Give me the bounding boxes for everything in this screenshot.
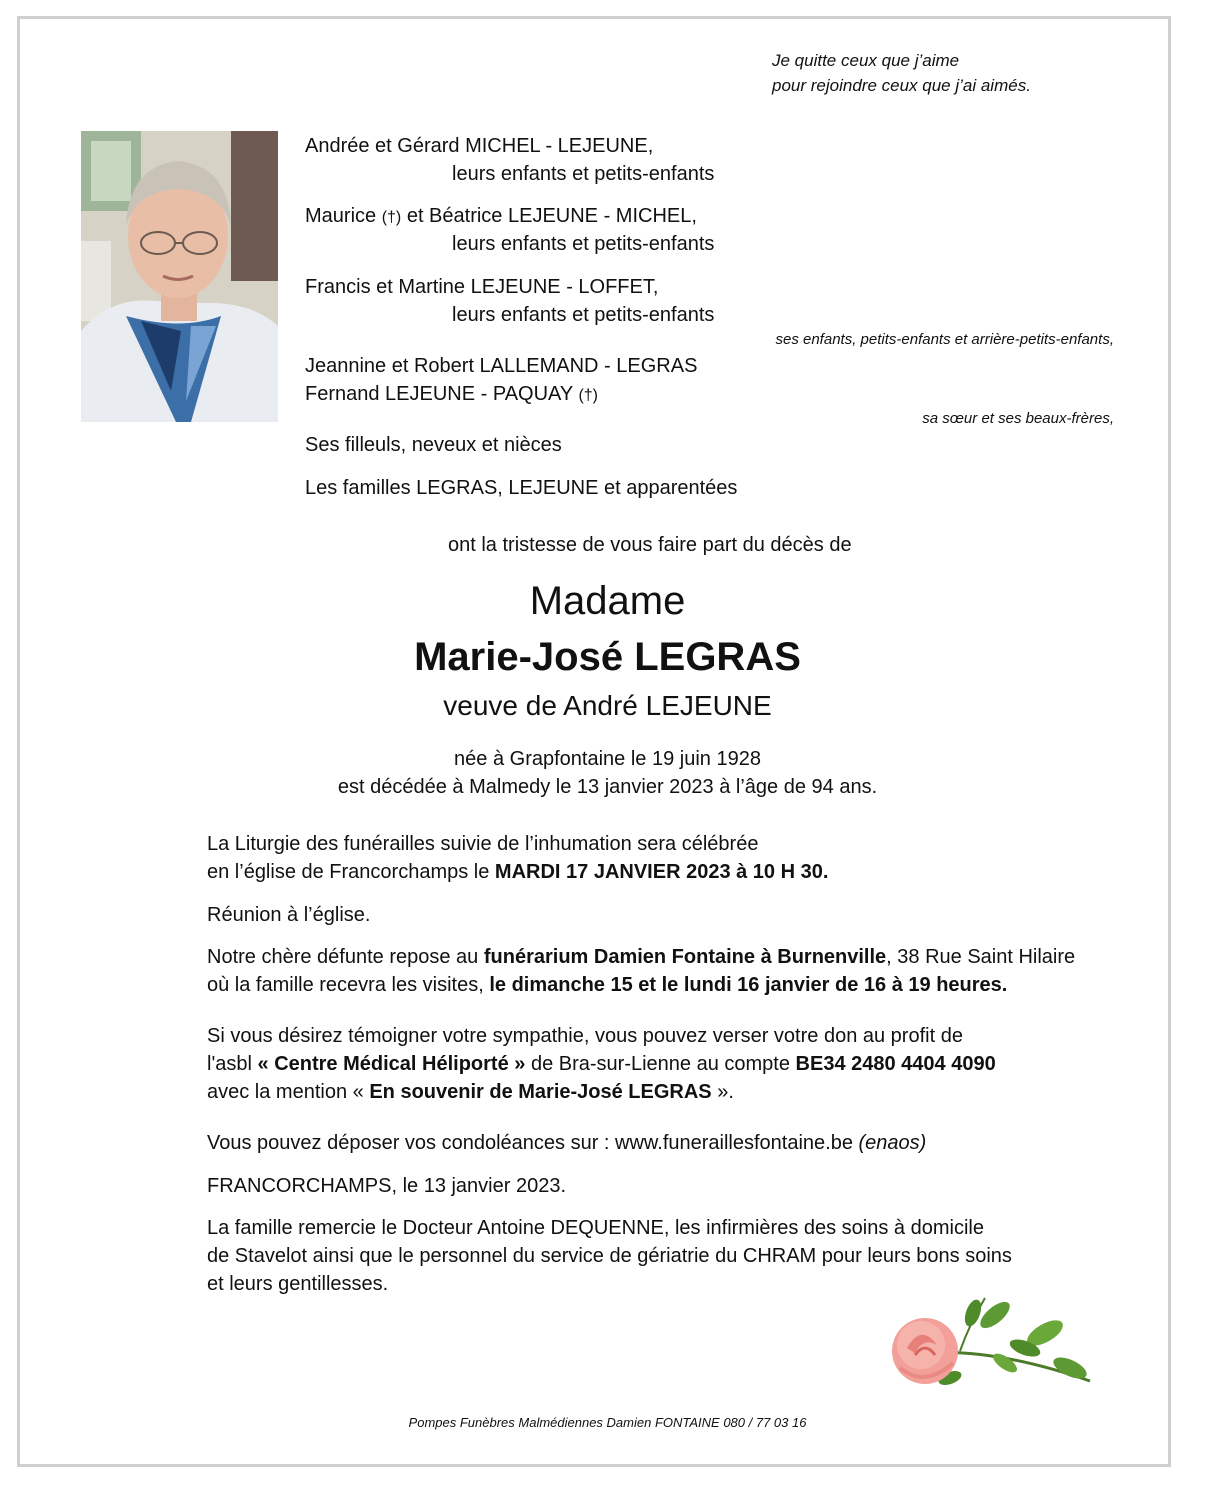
birth-info: née à Grapfontaine le 19 juin 1928 [454,748,761,770]
visits-line [207,971,1007,999]
families-line: Les familles LEGRAS, LEJEUNE et apparentées [305,477,738,499]
family-2-descendants: leurs enfants et petits-enfants [452,233,715,255]
deceased-name: Marie-José LEGRAS [414,635,801,679]
liturgy-datetime: MARDI 17 JANVIER 2023 à 10 H 30. [494,861,829,883]
family-2-rest: et Béatrice LEJEUNE - MICHEL, [401,205,697,227]
thanks-line-1: La famille remercie le Docteur Antoine DEQUENNE, les infirmières des soins à domicile [207,1217,984,1239]
family-3-name: Francis et Martine LEJEUNE - LOFFET, [305,276,659,298]
deceased-mark: (†) [381,209,402,226]
condolences-url: Vous pouvez déposer vos condoléances sur : www.funeraillesfontaine.be [207,1132,859,1154]
thanks-line-3: et leurs gentillesses. [207,1273,389,1295]
portrait-photo [81,131,278,422]
place-date: FRANCORCHAMPS, le 13 janvier 2023. [207,1175,567,1197]
epigraph [772,48,1031,98]
epigraph-line-2: pour rejoindre ceux que j’ai aimés. [772,76,1031,95]
funeral-home: funérarium Damien Fontaine à Burnenville [483,946,887,968]
liturgy-line-2 [207,858,828,886]
donation-location: de Bra-sur-Lienne au compte [525,1053,796,1075]
rose-illustration [885,1293,1100,1398]
children-note: ses enfants, petits-enfants et arrière-petits-enfants, [775,331,1114,348]
condolences-tag: (enaos) [858,1132,927,1154]
funeral-home-address: , 38 Rue Saint Hilaire [886,946,1076,968]
family-4-name: Jeannine et Robert LALLEMAND - LEGRAS [305,355,698,377]
donation-reference: En souvenir de Marie-José LEGRAS [369,1081,712,1103]
godchildren-line: Ses filleuls, neveux et nièces [305,434,562,456]
liturgy-line-1: La Liturgie des funérailles suivie de l’inhumation sera célébrée [207,833,759,855]
death-info: est décédée à Malmedy le 13 janvier 2023 à l’âge de 94 ans. [337,776,878,798]
donation-end: ». [711,1081,734,1103]
visit-times: le dimanche 15 et le lundi 16 janvier de 16 à 19 heures. [489,974,1008,996]
reunion-line: Réunion à l’église. [207,904,371,926]
deceased-title: Madame [529,579,686,623]
family-3-descendants: leurs enfants et petits-enfants [452,304,715,326]
family-2-first: Maurice [305,205,382,227]
thanks-line-2: de Stavelot ainsi que le personnel du service de gériatrie du CHRAM pour leurs bons soins [207,1245,1012,1267]
deceased-mark: (†) [578,387,598,404]
announcement: ont la tristesse de vous faire part du décès de [448,534,852,556]
donation-account: BE34 2480 4404 4090 [795,1053,996,1075]
widow-of: veuve de André LEJEUNE [443,690,772,721]
family-1-descendants: leurs enfants et petits-enfants [452,163,715,185]
funeral-home-footer: Pompes Funèbres Malmédiennes Damien FONTAINE 080 / 77 03 16 [408,1415,807,1430]
family-2-name [305,202,697,232]
family-5-name [305,380,598,410]
donation-asbl: l'asbl [207,1053,258,1075]
donation-line-2 [207,1050,996,1078]
donation-beneficiary: « Centre Médical Héliporté » [257,1053,526,1075]
donation-line-3 [207,1078,734,1106]
rest-line [207,943,1075,971]
siblings-note: sa sœur et ses beaux-frères, [922,410,1114,427]
epigraph-line-1: Je quitte ceux que j’aime [772,51,960,70]
donation-mention: avec la mention « [207,1081,370,1103]
family-1-name: Andrée et Gérard MICHEL - LEJEUNE, [305,135,654,157]
rest-intro: Notre chère défunte repose au [207,946,484,968]
condolences-line [207,1129,926,1157]
family-5-first: Fernand LEJEUNE - PAQUAY [305,383,579,405]
donation-line-1: Si vous désirez témoigner votre sympathie, vous pouvez verser votre don au profit de [207,1025,963,1047]
liturgy-place: en l’église de Francorchamps le [207,861,495,883]
visits-intro: où la famille recevra les visites, [207,974,490,996]
